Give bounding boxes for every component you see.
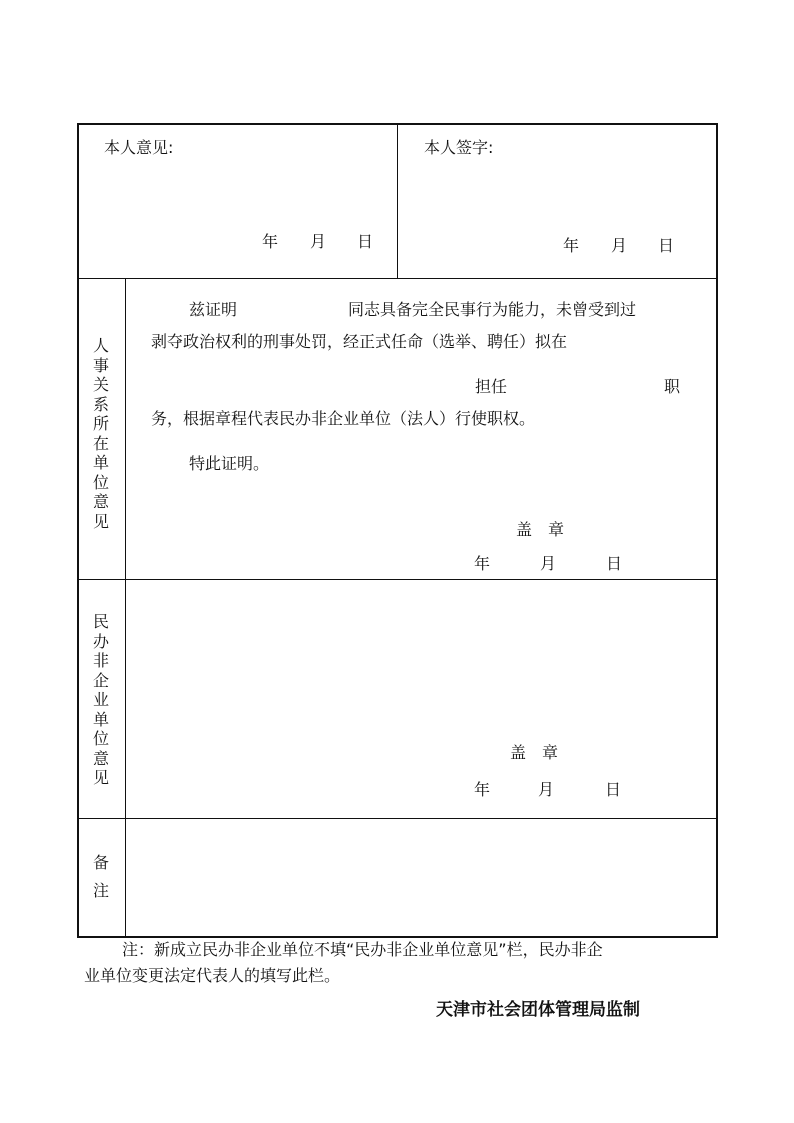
side-char: 见 (92, 511, 109, 531)
row1-left-day: 日 (357, 232, 374, 251)
row1-right-month: 月 (611, 236, 628, 255)
row2-seal: 盖 章 (516, 520, 565, 539)
row1-column-divider (397, 123, 398, 279)
side-char: 非 (92, 651, 109, 670)
row2-year: 年 (474, 554, 491, 573)
row3-seal: 盖 章 (510, 743, 559, 762)
certify-text-3a: 担任 (475, 377, 508, 396)
row1-left-year: 年 (262, 232, 279, 251)
table-border-left (77, 123, 79, 938)
row2-month: 月 (540, 554, 557, 573)
certify-text-2: 剥夺政治权利的刑事处罚，经正式任命（选举、聘任）拟在 (151, 332, 568, 351)
side-char: 单 (92, 453, 109, 472)
row1-right-year: 年 (563, 236, 580, 255)
table-border-bottom (77, 936, 718, 938)
side-char: 民 (92, 612, 109, 631)
side-char: 意 (92, 492, 109, 511)
row3-month: 月 (538, 780, 555, 799)
issuer-footer: 天津市社会团体管理局监制 (436, 1000, 640, 1020)
self-opinion-label: 本人意见: (104, 138, 174, 157)
side-char: 系 (92, 394, 109, 414)
remarks-label (89, 855, 113, 899)
certify-text-4: 务，根据章程代表民办非企业单位（法人）行使职权。 (151, 409, 536, 428)
row3-day: 日 (605, 780, 622, 799)
side-char: 关 (92, 375, 109, 394)
side-char: 意 (92, 748, 109, 768)
personnel-unit-opinion-label (89, 338, 113, 530)
private-unit-opinion-label (89, 614, 113, 786)
certify-text-5: 特此证明。 (189, 454, 270, 473)
self-signature-label: 本人签字: (424, 138, 494, 157)
side-char: 备 (92, 853, 109, 872)
row3-year: 年 (474, 780, 491, 799)
row2-day: 日 (606, 554, 623, 573)
side-char: 办 (92, 631, 109, 651)
row-divider-3 (77, 818, 718, 819)
side-char: 企 (92, 670, 109, 690)
side-char: 事 (92, 355, 109, 375)
note-line-1: 注：新成立民办非企业单位不填“民办非企业单位意见”栏，民办非企 (122, 940, 603, 959)
side-char: 在 (92, 433, 109, 453)
certify-text-1b: 同志具备完全民事行为能力，未曾受到过 (348, 300, 637, 319)
row1-right-day: 日 (658, 236, 675, 255)
side-char: 见 (92, 768, 109, 787)
side-char: 位 (92, 472, 109, 492)
side-char: 位 (92, 729, 109, 748)
label-column-divider (125, 278, 126, 937)
certify-text-3b: 职 (664, 377, 681, 396)
side-char: 业 (92, 690, 109, 709)
row-divider-2 (77, 579, 718, 580)
certify-text-1a: 兹证明 (189, 300, 238, 319)
side-char: 所 (92, 414, 109, 433)
side-char: 单 (92, 709, 109, 729)
row1-left-month: 月 (310, 232, 327, 251)
note-line-2: 业单位变更法定代表人的填写此栏。 (84, 966, 341, 985)
side-char: 注 (92, 881, 109, 900)
side-char: 人 (92, 336, 109, 355)
table-border-right (716, 123, 718, 938)
